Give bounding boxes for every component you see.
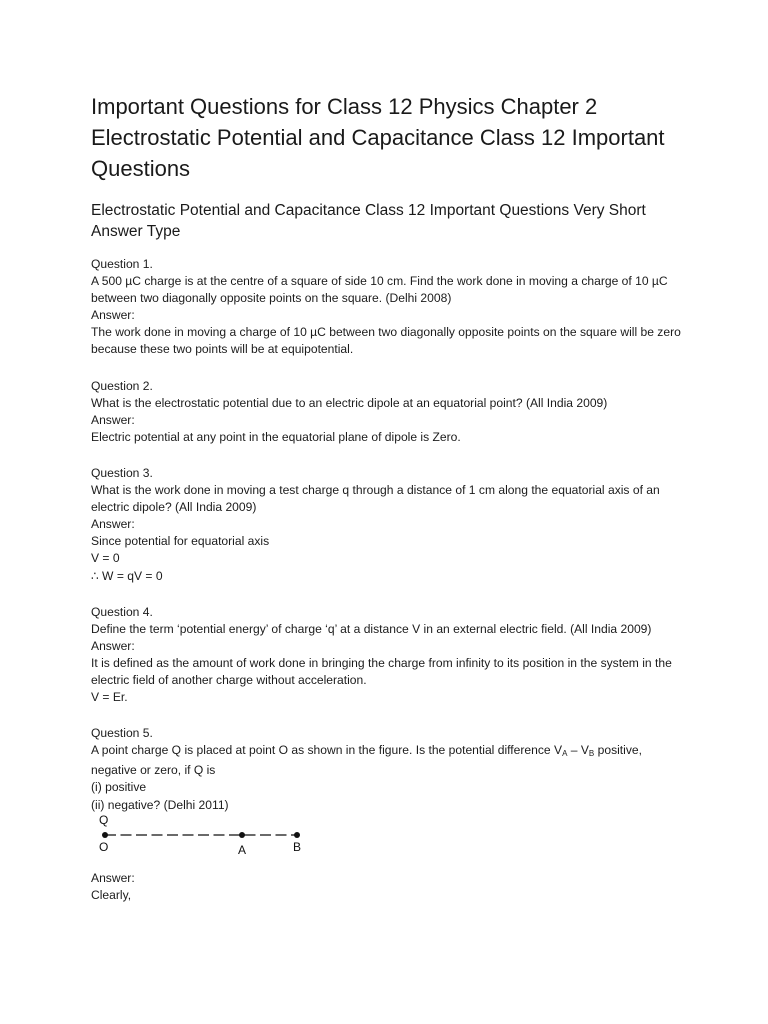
question-3 [91, 465, 691, 585]
question-text-part: A point charge Q is placed at point O as shown in the figure. Is the potential difference V [91, 743, 563, 758]
answer-line: It is defined as the amount of work done in bringing the charge from infinity to its position in the system in the electric field of another charge without acceleration. [91, 655, 672, 687]
point-o-dot [102, 832, 108, 838]
option-line: (ii) negative? (Delhi 2011) [91, 797, 229, 812]
answer-line: Clearly, [91, 887, 132, 902]
question-1 [91, 256, 691, 359]
point-a-label: A [238, 842, 247, 857]
answer-line: The work done in moving a charge of 10 µC between two diagonally opposite points on the square will be zero because these two points will be at equipotential. [91, 325, 681, 357]
question-text: A 500 µC charge is at the centre of a square of side 10 cm. Find the work done in moving a charge of 10 µC between two diagonally opposite points on the square. (Delhi 2008) [91, 274, 668, 306]
option-line: (i) positive [91, 780, 147, 795]
question-text [91, 742, 691, 779]
question-text-part: – V [567, 743, 589, 758]
question-heading: Question 2. [91, 378, 153, 393]
document-page [91, 91, 691, 923]
answer-label: Answer: [91, 308, 135, 323]
answer-line: V = Er. [91, 690, 128, 705]
answer-line: ∴ W = qV = 0 [91, 568, 163, 583]
question-2 [91, 378, 691, 446]
answer-label: Answer: [91, 412, 135, 427]
point-a-dot [239, 832, 245, 838]
subscript-b: B [588, 749, 595, 759]
question-heading: Question 5. [91, 726, 153, 741]
question-text: What is the electrostatic potential due to an electric dipole at an equatorial point? (All India 2009) [91, 395, 608, 410]
question-list [91, 256, 691, 904]
answer-label: Answer: [91, 638, 135, 653]
page-title: Important Questions for Class 12 Physics Chapter 2 Electrostatic Potential and Capacitance Class 12 Important Questions [91, 94, 665, 181]
answer-line: V = 0 [91, 551, 120, 566]
question-heading: Question 1. [91, 257, 153, 271]
page-subtitle: Electrostatic Potential and Capacitance Class 12 Important Questions Very Short Answer Type [91, 202, 646, 240]
question-5 [91, 725, 691, 904]
answer-label: Answer: [91, 517, 135, 532]
point-o-label: O [99, 839, 109, 854]
question-heading: Question 4. [91, 604, 153, 619]
question-text: What is the work done in moving a test charge q through a distance of 1 cm along the equatorial axis of an electric dipole? (All India 2009) [91, 483, 660, 515]
question-heading: Question 3. [91, 465, 153, 480]
answer-label: Answer: [91, 870, 135, 885]
answer-line: Since potential for equatorial axis [91, 534, 270, 549]
point-b-label: B [293, 839, 302, 854]
subscript-a: A [562, 749, 568, 759]
question-text-part: positive, negative or zero, if Q is [91, 743, 642, 778]
point-b-dot [294, 832, 300, 838]
answer-line: Electric potential at any point in the equatorial plane of dipole is Zero. [91, 429, 461, 444]
question-4 [91, 604, 691, 707]
charge-q-label: Q [99, 812, 109, 827]
charge-line-figure [91, 812, 331, 862]
question-text: Define the term ‘potential energy’ of charge ‘q’ at a distance V in an external electric field. (All India 2009) [91, 621, 652, 636]
